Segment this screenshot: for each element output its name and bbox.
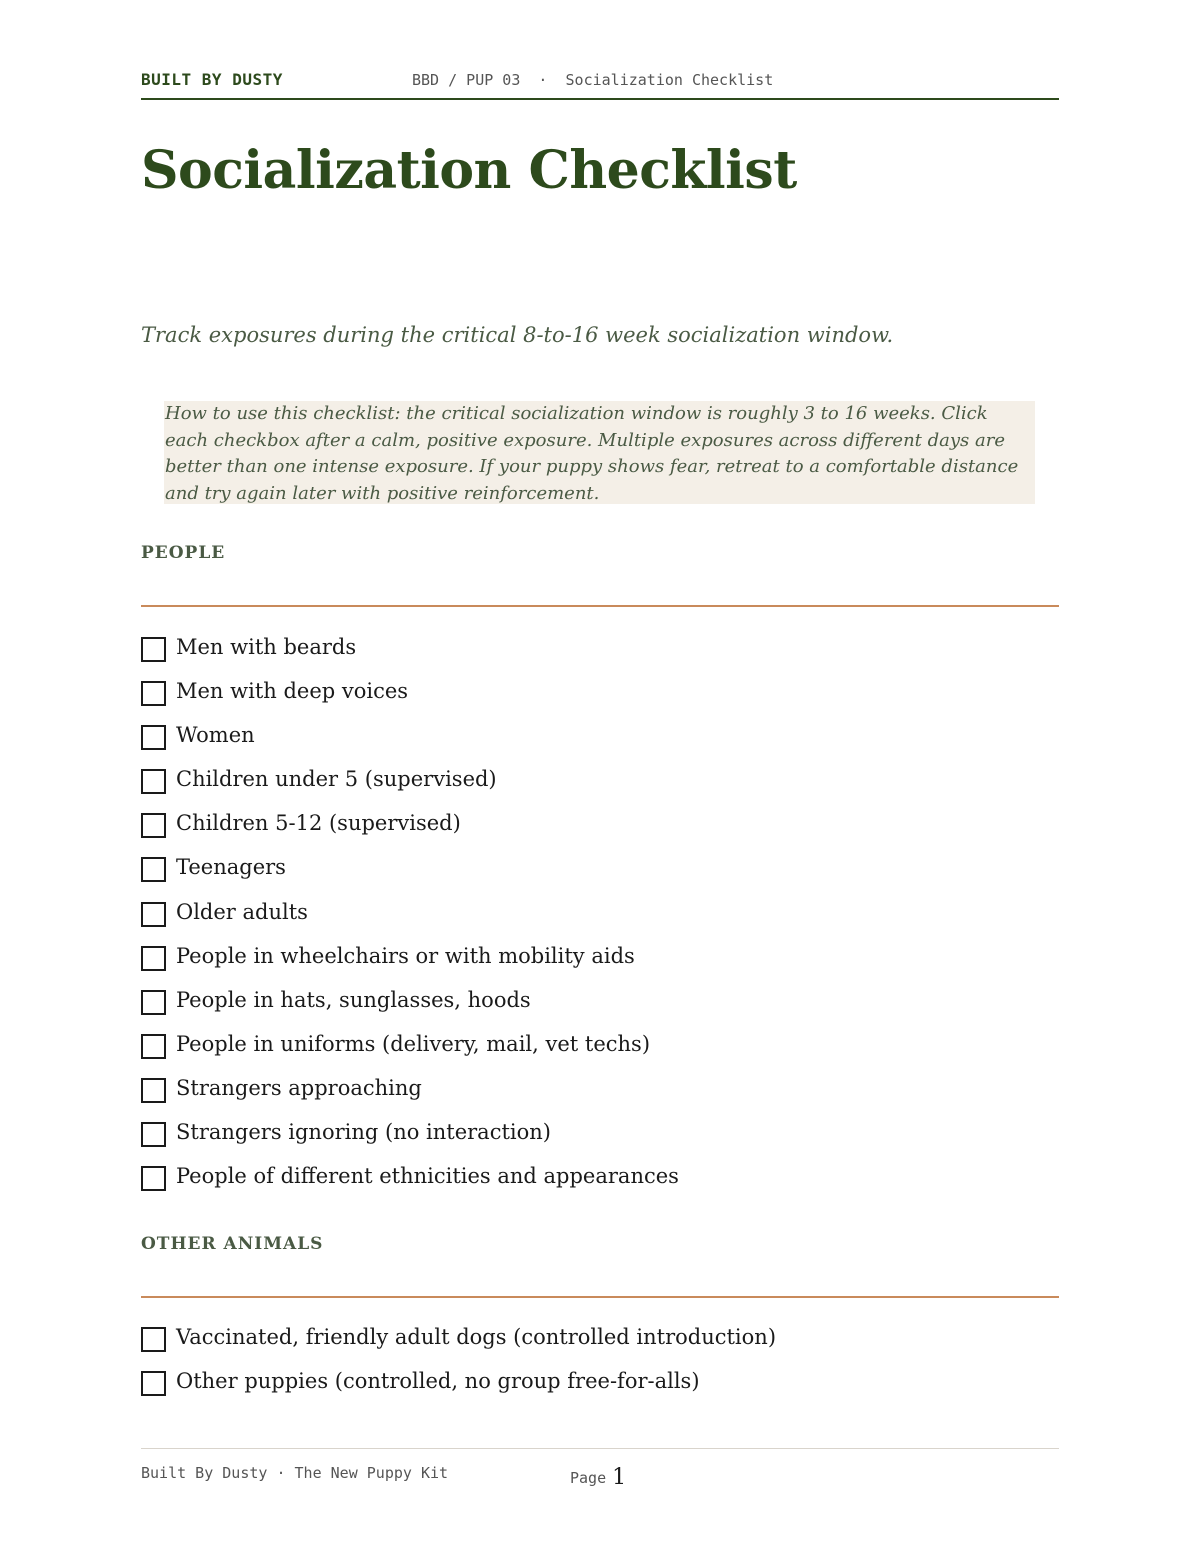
checkbox[interactable] — [141, 1327, 166, 1352]
checkbox[interactable] — [141, 902, 166, 927]
page-subtitle: Track exposures during the critical 8-to-16 week socialization window. — [141, 323, 894, 347]
checkbox[interactable] — [141, 1034, 166, 1059]
checklist-item — [141, 899, 1059, 946]
checklist-item-label: People in wheelchairs or with mobility aids — [176, 943, 635, 968]
page-indicator — [570, 1464, 626, 1489]
page-label: Page — [570, 1469, 607, 1487]
checklist-item-label: Strangers ignoring (no interaction) — [176, 1120, 551, 1145]
checklist-item-label: Other puppies (controlled, no group free-for-alls) — [176, 1369, 700, 1394]
section-heading-people: PEOPLE — [141, 543, 226, 563]
checklist-item — [141, 857, 1059, 901]
checklist-item — [141, 725, 1059, 769]
checklist-item-label: Children under 5 (supervised) — [176, 767, 497, 792]
page-title: Socialization Checklist — [141, 140, 797, 201]
checklist-item-label: Teenagers — [176, 855, 286, 880]
checklist-other-animals — [141, 1327, 1059, 1415]
checklist-item-label: Vaccinated, friendly adult dogs (controlled introduction) — [176, 1325, 777, 1349]
checklist-item — [141, 1166, 1059, 1210]
document-page — [141, 0, 1059, 1553]
checklist-item-label: Strangers approaching — [176, 1075, 422, 1100]
running-header — [141, 68, 1059, 100]
checklist-item — [141, 769, 1059, 813]
page-number: 1 — [612, 1465, 627, 1490]
checklist-item — [141, 1031, 1059, 1078]
section-divider — [141, 1296, 1059, 1298]
checklist-item-label: Women — [176, 723, 255, 748]
checklist-item-label: People in hats, sunglasses, hoods — [176, 987, 531, 1012]
checklist-item-label: People in uniforms (delivery, mail, vet techs) — [176, 1031, 651, 1056]
checkbox[interactable] — [141, 725, 166, 750]
checkbox[interactable] — [141, 813, 166, 838]
checklist-item — [141, 637, 1059, 681]
checkbox[interactable] — [141, 1166, 166, 1191]
section-heading-other-animals: OTHER ANIMALS — [141, 1234, 324, 1254]
checkbox[interactable] — [141, 1122, 166, 1147]
checklist-item-label: Children 5-12 (supervised) — [176, 811, 461, 836]
checkbox[interactable] — [141, 1371, 166, 1396]
checklist-item-label: Older adults — [176, 899, 308, 924]
document-reference: BBD / PUP 03 · Socialization Checklist — [412, 71, 774, 89]
checkbox[interactable] — [141, 769, 166, 794]
checklist-item — [141, 1327, 1059, 1371]
checklist-item-label: Men with beards — [176, 635, 357, 659]
checkbox[interactable] — [141, 637, 166, 662]
checkbox[interactable] — [141, 990, 166, 1015]
checkbox[interactable] — [141, 1078, 166, 1103]
checklist-item — [141, 813, 1059, 857]
checklist-item-label: Men with deep voices — [176, 679, 409, 704]
instructions-callout: How to use this checklist: the critical socialization window is roughly 3 to 16 weeks. Click each checkbox after a calm, positive exposure. Multiple exposures across different days are better than one intense exposure. If your puppy shows fear, retreat to a comfortable distance and try again later with positive reinforcement. — [164, 401, 1035, 504]
checklist-people — [141, 637, 1059, 1210]
footer-divider — [141, 1448, 1059, 1449]
brand-name: BUILT BY DUSTY — [141, 70, 283, 89]
checkbox[interactable] — [141, 946, 166, 971]
checklist-item — [141, 681, 1059, 725]
footer-credit: Built By Dusty · The New Puppy Kit — [141, 1464, 449, 1482]
checklist-item-label: People of different ethnicities and appearances — [176, 1164, 679, 1189]
checklist-item — [141, 1371, 1059, 1415]
checklist-item — [141, 1075, 1059, 1122]
checkbox[interactable] — [141, 681, 166, 706]
checklist-item — [141, 987, 1059, 1034]
section-divider — [141, 605, 1059, 607]
checklist-item — [141, 943, 1059, 990]
checkbox[interactable] — [141, 857, 166, 882]
checklist-item — [141, 1122, 1059, 1166]
